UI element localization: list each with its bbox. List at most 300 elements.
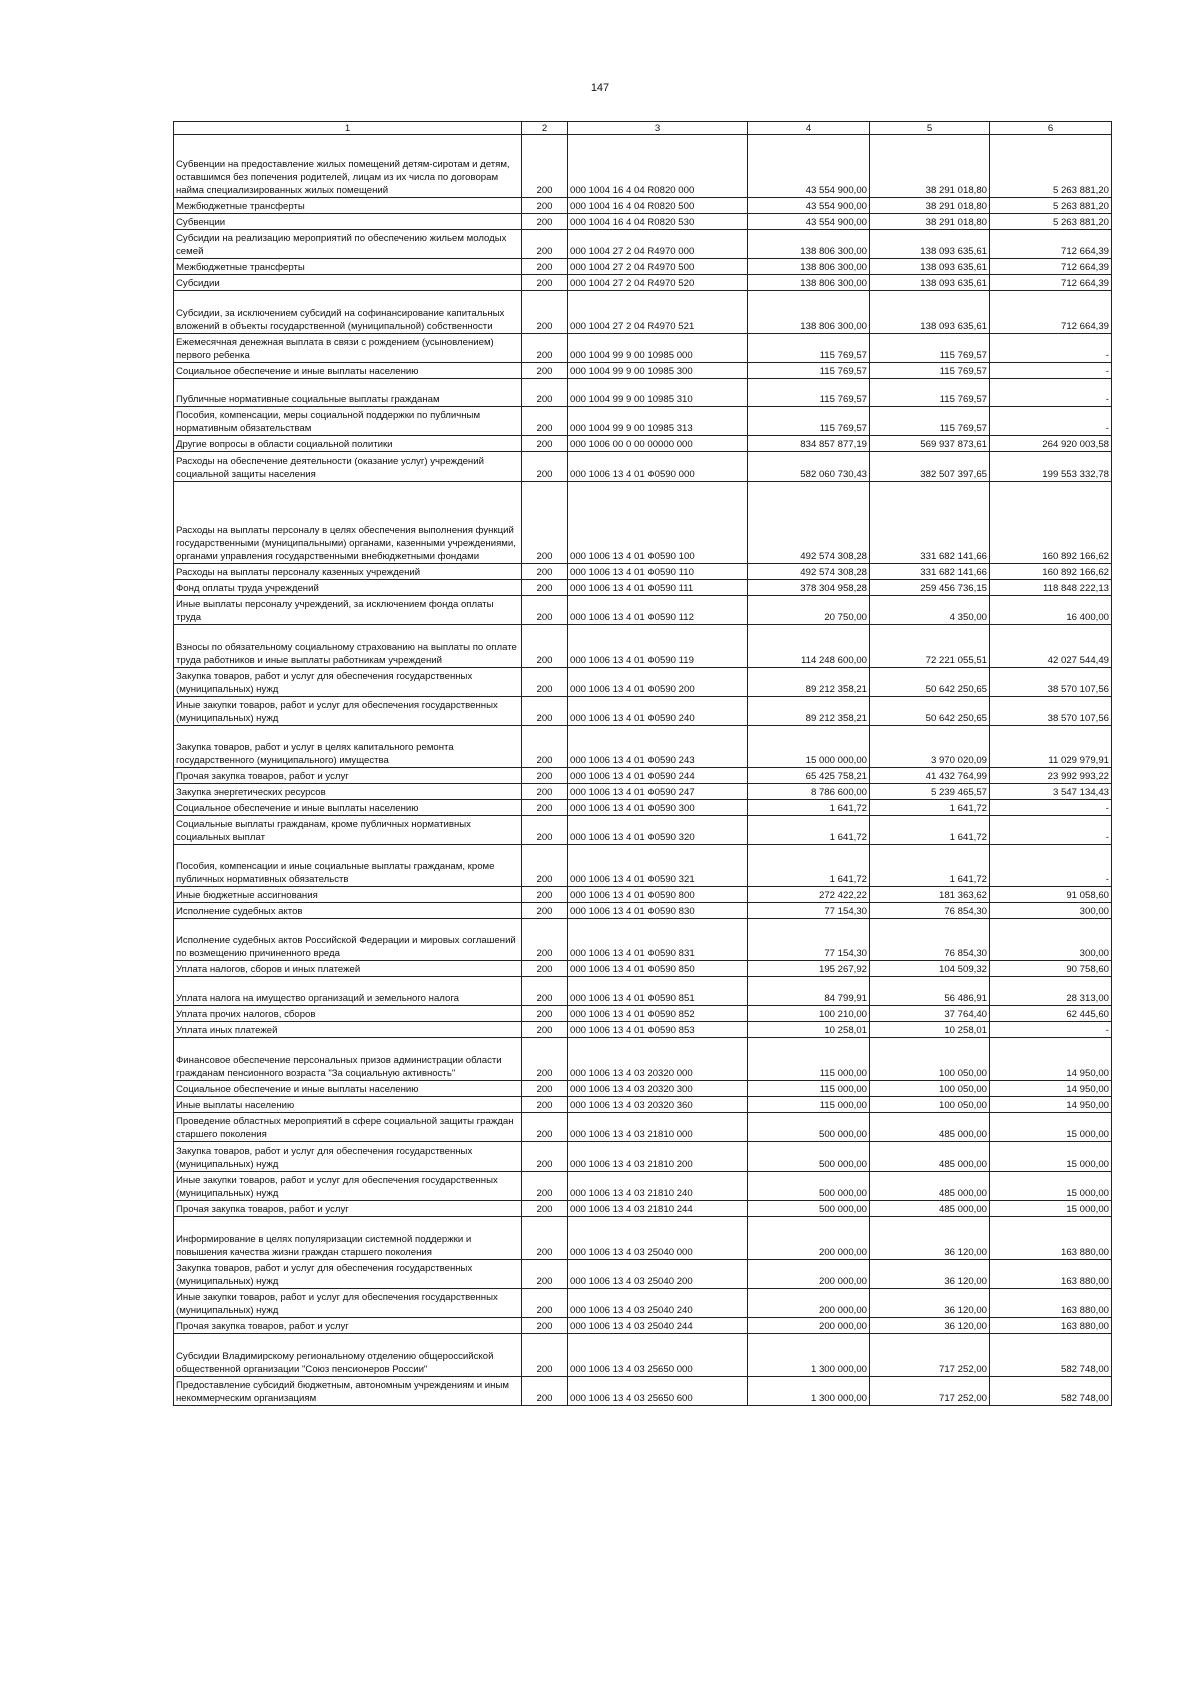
row-executed: 1 641,72	[870, 845, 990, 887]
row-executed: 138 093 635,61	[870, 230, 990, 259]
row-code: 200	[522, 961, 568, 977]
row-unexecuted: 38 570 107,56	[990, 697, 1112, 726]
row-name: Межбюджетные трансферты	[174, 198, 522, 214]
row-code: 200	[522, 407, 568, 436]
table-row	[174, 259, 1112, 275]
row-executed: 181 363,62	[870, 887, 990, 903]
row-planned: 834 857 877,19	[748, 436, 870, 452]
row-name: Фонд оплаты труда учреждений	[174, 580, 522, 596]
row-planned: 100 210,00	[748, 1006, 870, 1022]
row-name: Иные выплаты персоналу учреждений, за исключением фонда оплаты труда	[174, 596, 522, 625]
row-executed: 717 252,00	[870, 1377, 990, 1406]
row-kbk: 000 1006 13 4 01 Ф0590 830	[568, 903, 748, 919]
table-row	[174, 726, 1112, 768]
table-row	[174, 291, 1112, 334]
row-executed: 76 854,30	[870, 919, 990, 961]
table-row	[174, 1260, 1112, 1289]
row-code: 200	[522, 1289, 568, 1318]
row-unexecuted: 5 263 881,20	[990, 135, 1112, 198]
row-code: 200	[522, 1318, 568, 1334]
table-row	[174, 1172, 1112, 1201]
row-name: Иные бюджетные ассигнования	[174, 887, 522, 903]
row-planned: 138 806 300,00	[748, 259, 870, 275]
row-kbk: 000 1006 13 4 03 25040 244	[568, 1318, 748, 1334]
row-unexecuted: -	[990, 407, 1112, 436]
row-kbk: 000 1006 13 4 01 Ф0590 852	[568, 1006, 748, 1022]
row-name: Социальное обеспечение и иные выплаты населению	[174, 363, 522, 379]
row-planned: 115 769,57	[748, 407, 870, 436]
table-row	[174, 961, 1112, 977]
table-row	[174, 198, 1112, 214]
row-executed: 115 769,57	[870, 363, 990, 379]
row-kbk: 000 1006 13 4 01 Ф0590 200	[568, 668, 748, 697]
row-kbk: 000 1006 13 4 03 21810 200	[568, 1142, 748, 1172]
row-planned: 65 425 758,21	[748, 768, 870, 784]
row-name: Закупка энергетических ресурсов	[174, 784, 522, 800]
row-kbk: 000 1006 13 4 03 21810 244	[568, 1201, 748, 1217]
row-name: Субвенции на предоставление жилых помещений детям-сиротам и детям, оставшимся без попечения родителей, лицам из их числа по договорам найма специализированных жилых помещений	[174, 135, 522, 198]
row-name: Социальные выплаты гражданам, кроме публичных нормативных социальных выплат	[174, 816, 522, 845]
row-kbk: 000 1006 13 4 01 Ф0590 320	[568, 816, 748, 845]
row-name: Исполнение судебных актов	[174, 903, 522, 919]
row-code: 200	[522, 1201, 568, 1217]
row-kbk: 000 1006 13 4 01 Ф0590 247	[568, 784, 748, 800]
row-kbk: 000 1006 13 4 01 Ф0590 800	[568, 887, 748, 903]
row-unexecuted: 42 027 544,49	[990, 625, 1112, 668]
row-planned: 115 000,00	[748, 1038, 870, 1081]
table-row	[174, 1201, 1112, 1217]
page-number: 147	[590, 82, 610, 94]
row-unexecuted: 5 263 881,20	[990, 214, 1112, 230]
row-code: 200	[522, 564, 568, 580]
row-planned: 1 641,72	[748, 816, 870, 845]
row-code: 200	[522, 230, 568, 259]
column-header-3: 3	[568, 122, 748, 135]
row-code: 200	[522, 291, 568, 334]
table-row	[174, 135, 1112, 198]
row-code: 200	[522, 1006, 568, 1022]
row-kbk: 000 1004 99 9 00 10985 000	[568, 334, 748, 363]
row-unexecuted: 163 880,00	[990, 1289, 1112, 1318]
row-planned: 43 554 900,00	[748, 214, 870, 230]
row-unexecuted: 5 263 881,20	[990, 198, 1112, 214]
row-kbk: 000 1006 13 4 01 Ф0590 119	[568, 625, 748, 668]
table-row	[174, 363, 1112, 379]
row-code: 200	[522, 1217, 568, 1260]
table-row	[174, 625, 1112, 668]
row-unexecuted: 712 664,39	[990, 230, 1112, 259]
row-planned: 500 000,00	[748, 1142, 870, 1172]
row-code: 200	[522, 259, 568, 275]
row-code: 200	[522, 1097, 568, 1113]
row-executed: 382 507 397,65	[870, 452, 990, 482]
row-unexecuted: 300,00	[990, 903, 1112, 919]
row-name: Межбюджетные трансферты	[174, 259, 522, 275]
row-executed: 100 050,00	[870, 1038, 990, 1081]
row-name: Ежемесячная денежная выплата в связи с рождением (усыновлением) первого ребенка	[174, 334, 522, 363]
column-header-2: 2	[522, 122, 568, 135]
row-planned: 195 267,92	[748, 961, 870, 977]
row-unexecuted: -	[990, 816, 1112, 845]
row-kbk: 000 1006 13 4 01 Ф0590 853	[568, 1022, 748, 1038]
row-name: Публичные нормативные социальные выплаты гражданам	[174, 379, 522, 407]
row-kbk: 000 1004 27 2 04 R4970 000	[568, 230, 748, 259]
row-name: Субсидии Владимирскому региональному отделению общероссийской общественной организации "Союз пенсионеров России"	[174, 1334, 522, 1377]
row-planned: 200 000,00	[748, 1217, 870, 1260]
row-name: Социальное обеспечение и иные выплаты населению	[174, 800, 522, 816]
row-executed: 115 769,57	[870, 407, 990, 436]
row-code: 200	[522, 275, 568, 291]
table-row	[174, 407, 1112, 436]
row-planned: 77 154,30	[748, 903, 870, 919]
column-header-5: 5	[870, 122, 990, 135]
row-unexecuted: 14 950,00	[990, 1038, 1112, 1081]
row-code: 200	[522, 452, 568, 482]
row-kbk: 000 1004 16 4 04 R0820 530	[568, 214, 748, 230]
table-row	[174, 230, 1112, 259]
row-unexecuted: -	[990, 363, 1112, 379]
row-name: Уплата налогов, сборов и иных платежей	[174, 961, 522, 977]
row-code: 200	[522, 903, 568, 919]
row-executed: 10 258,01	[870, 1022, 990, 1038]
row-kbk: 000 1006 13 4 03 20320 360	[568, 1097, 748, 1113]
row-unexecuted: 163 880,00	[990, 1217, 1112, 1260]
row-name: Субсидии на реализацию мероприятий по обеспечению жильем молодых семей	[174, 230, 522, 259]
row-code: 200	[522, 1113, 568, 1142]
column-header-6: 6	[990, 122, 1112, 135]
row-unexecuted: 14 950,00	[990, 1097, 1112, 1113]
row-planned: 582 060 730,43	[748, 452, 870, 482]
row-kbk: 000 1004 27 2 04 R4970 500	[568, 259, 748, 275]
table-row	[174, 784, 1112, 800]
row-kbk: 000 1004 27 2 04 R4970 521	[568, 291, 748, 334]
row-code: 200	[522, 726, 568, 768]
row-executed: 3 970 020,09	[870, 726, 990, 768]
row-planned: 1 641,72	[748, 800, 870, 816]
row-kbk: 000 1006 13 4 01 Ф0590 244	[568, 768, 748, 784]
row-planned: 200 000,00	[748, 1260, 870, 1289]
row-kbk: 000 1006 13 4 03 20320 300	[568, 1081, 748, 1097]
table-row	[174, 334, 1112, 363]
row-name: Исполнение судебных актов Российской Федерации и мировых соглашений по возмещению причиненного вреда	[174, 919, 522, 961]
row-name: Расходы на обеспечение деятельности (оказание услуг) учреждений социальной защиты населения	[174, 452, 522, 482]
row-code: 200	[522, 1260, 568, 1289]
row-kbk: 000 1006 13 4 01 Ф0590 850	[568, 961, 748, 977]
row-name: Прочая закупка товаров, работ и услуг	[174, 768, 522, 784]
row-executed: 485 000,00	[870, 1142, 990, 1172]
row-code: 200	[522, 1081, 568, 1097]
table-row	[174, 800, 1112, 816]
table-row	[174, 452, 1112, 482]
row-code: 200	[522, 816, 568, 845]
row-unexecuted: -	[990, 845, 1112, 887]
row-kbk: 000 1006 13 4 03 21810 000	[568, 1113, 748, 1142]
table-row	[174, 1113, 1112, 1142]
row-executed: 56 486,91	[870, 977, 990, 1006]
row-name: Закупка товаров, работ и услуг в целях капитального ремонта государственного (муниципального) имущества	[174, 726, 522, 768]
row-unexecuted: 582 748,00	[990, 1377, 1112, 1406]
row-kbk: 000 1006 13 4 01 Ф0590 110	[568, 564, 748, 580]
row-executed: 72 221 055,51	[870, 625, 990, 668]
table-row	[174, 596, 1112, 625]
table-row	[174, 1006, 1112, 1022]
row-code: 200	[522, 977, 568, 1006]
row-kbk: 000 1006 13 4 01 Ф0590 831	[568, 919, 748, 961]
table-row	[174, 816, 1112, 845]
row-code: 200	[522, 198, 568, 214]
row-executed: 38 291 018,80	[870, 214, 990, 230]
column-header-1: 1	[174, 122, 522, 135]
row-unexecuted: 62 445,60	[990, 1006, 1112, 1022]
row-executed: 569 937 873,61	[870, 436, 990, 452]
row-code: 200	[522, 436, 568, 452]
table-row	[174, 482, 1112, 564]
row-name: Взносы по обязательному социальному страхованию на выплаты по оплате труда работников и иные выплаты работникам учреждений	[174, 625, 522, 668]
row-executed: 38 291 018,80	[870, 198, 990, 214]
row-name: Предоставление субсидий бюджетным, автономным учреждениям и иным некоммерческим организациям	[174, 1377, 522, 1406]
row-name: Иные закупки товаров, работ и услуг для обеспечения государственных (муниципальных) нужд	[174, 697, 522, 726]
row-executed: 1 641,72	[870, 816, 990, 845]
row-code: 200	[522, 1377, 568, 1406]
row-unexecuted: 300,00	[990, 919, 1112, 961]
row-code: 200	[522, 768, 568, 784]
row-executed: 138 093 635,61	[870, 275, 990, 291]
row-code: 200	[522, 784, 568, 800]
row-planned: 378 304 958,28	[748, 580, 870, 596]
row-planned: 89 212 358,21	[748, 668, 870, 697]
row-unexecuted: 712 664,39	[990, 291, 1112, 334]
row-executed: 485 000,00	[870, 1201, 990, 1217]
budget-execution-table	[173, 121, 1112, 1406]
row-name: Проведение областных мероприятий в сфере социальной защиты граждан старшего поколения	[174, 1113, 522, 1142]
row-code: 200	[522, 482, 568, 564]
row-planned: 138 806 300,00	[748, 275, 870, 291]
row-unexecuted: 163 880,00	[990, 1260, 1112, 1289]
table-row	[174, 887, 1112, 903]
row-unexecuted: -	[990, 334, 1112, 363]
row-kbk: 000 1006 13 4 01 Ф0590 243	[568, 726, 748, 768]
row-name: Социальное обеспечение и иные выплаты населению	[174, 1081, 522, 1097]
row-name: Иные выплаты населению	[174, 1097, 522, 1113]
row-planned: 84 799,91	[748, 977, 870, 1006]
row-code: 200	[522, 625, 568, 668]
row-name: Субсидии	[174, 275, 522, 291]
row-executed: 36 120,00	[870, 1318, 990, 1334]
table-row	[174, 903, 1112, 919]
row-executed: 259 456 736,15	[870, 580, 990, 596]
table-row	[174, 1022, 1112, 1038]
row-unexecuted: 91 058,60	[990, 887, 1112, 903]
row-name: Прочая закупка товаров, работ и услуг	[174, 1201, 522, 1217]
row-executed: 5 239 465,57	[870, 784, 990, 800]
table-row	[174, 1334, 1112, 1377]
row-unexecuted: 118 848 222,13	[990, 580, 1112, 596]
table-row	[174, 580, 1112, 596]
row-unexecuted: 28 313,00	[990, 977, 1112, 1006]
row-name: Расходы на выплаты персоналу казенных учреждений	[174, 564, 522, 580]
row-planned: 200 000,00	[748, 1318, 870, 1334]
row-kbk: 000 1006 13 4 01 Ф0590 100	[568, 482, 748, 564]
row-unexecuted: 11 029 979,91	[990, 726, 1112, 768]
row-executed: 100 050,00	[870, 1097, 990, 1113]
row-kbk: 000 1006 13 4 03 20320 000	[568, 1038, 748, 1081]
row-planned: 138 806 300,00	[748, 230, 870, 259]
table-row	[174, 919, 1112, 961]
row-planned: 492 574 308,28	[748, 482, 870, 564]
row-planned: 272 422,22	[748, 887, 870, 903]
row-executed: 115 769,57	[870, 379, 990, 407]
table-row	[174, 379, 1112, 407]
row-code: 200	[522, 1022, 568, 1038]
row-unexecuted: 3 547 134,43	[990, 784, 1112, 800]
row-code: 200	[522, 1142, 568, 1172]
row-planned: 20 750,00	[748, 596, 870, 625]
row-executed: 36 120,00	[870, 1217, 990, 1260]
row-kbk: 000 1006 13 4 03 21810 240	[568, 1172, 748, 1201]
row-unexecuted: 90 758,60	[990, 961, 1112, 977]
table-row	[174, 1318, 1112, 1334]
row-name: Закупка товаров, работ и услуг для обеспечения государственных (муниципальных) нужд	[174, 1260, 522, 1289]
table-row	[174, 1377, 1112, 1406]
row-kbk: 000 1004 99 9 00 10985 300	[568, 363, 748, 379]
column-number-row	[174, 122, 1112, 135]
row-planned: 115 000,00	[748, 1097, 870, 1113]
row-planned: 1 641,72	[748, 845, 870, 887]
row-unexecuted: 23 992 993,22	[990, 768, 1112, 784]
table-row	[174, 564, 1112, 580]
row-unexecuted: 160 892 166,62	[990, 482, 1112, 564]
row-unexecuted: 199 553 332,78	[990, 452, 1112, 482]
row-executed: 76 854,30	[870, 903, 990, 919]
row-kbk: 000 1004 99 9 00 10985 313	[568, 407, 748, 436]
row-executed: 104 509,32	[870, 961, 990, 977]
row-planned: 43 554 900,00	[748, 198, 870, 214]
row-planned: 15 000 000,00	[748, 726, 870, 768]
column-header-4: 4	[748, 122, 870, 135]
row-kbk: 000 1006 13 4 03 25040 200	[568, 1260, 748, 1289]
table-row	[174, 1142, 1112, 1172]
row-kbk: 000 1004 27 2 04 R4970 520	[568, 275, 748, 291]
row-planned: 200 000,00	[748, 1289, 870, 1318]
row-code: 200	[522, 135, 568, 198]
row-planned: 492 574 308,28	[748, 564, 870, 580]
row-unexecuted: 15 000,00	[990, 1113, 1112, 1142]
row-executed: 138 093 635,61	[870, 291, 990, 334]
row-kbk: 000 1004 16 4 04 R0820 500	[568, 198, 748, 214]
row-name: Другие вопросы в области социальной политики	[174, 436, 522, 452]
row-name: Субвенции	[174, 214, 522, 230]
row-planned: 500 000,00	[748, 1201, 870, 1217]
row-kbk: 000 1006 13 4 01 Ф0590 240	[568, 697, 748, 726]
row-executed: 4 350,00	[870, 596, 990, 625]
row-unexecuted: 15 000,00	[990, 1201, 1112, 1217]
row-executed: 138 093 635,61	[870, 259, 990, 275]
table-row	[174, 436, 1112, 452]
table-body	[174, 135, 1112, 1406]
row-unexecuted: 16 400,00	[990, 596, 1112, 625]
row-executed: 41 432 764,99	[870, 768, 990, 784]
row-code: 200	[522, 1172, 568, 1201]
row-planned: 1 300 000,00	[748, 1377, 870, 1406]
row-name: Иные закупки товаров, работ и услуг для обеспечения государственных (муниципальных) нужд	[174, 1289, 522, 1318]
row-planned: 114 248 600,00	[748, 625, 870, 668]
row-planned: 138 806 300,00	[748, 291, 870, 334]
row-kbk: 000 1006 13 4 01 Ф0590 300	[568, 800, 748, 816]
row-name: Пособия, компенсации и иные социальные выплаты гражданам, кроме публичных нормативных обязательств	[174, 845, 522, 887]
row-kbk: 000 1006 13 4 03 25040 000	[568, 1217, 748, 1260]
row-planned: 115 769,57	[748, 334, 870, 363]
row-unexecuted: 712 664,39	[990, 275, 1112, 291]
row-unexecuted: 15 000,00	[990, 1142, 1112, 1172]
row-unexecuted: -	[990, 1022, 1112, 1038]
row-unexecuted: 14 950,00	[990, 1081, 1112, 1097]
row-executed: 36 120,00	[870, 1260, 990, 1289]
row-name: Расходы на выплаты персоналу в целях обеспечения выполнения функций государственными (муниципальными) органами, казенными учреждениями, органами управления государственными внебюджетными фондами	[174, 482, 522, 564]
row-kbk: 000 1006 13 4 01 Ф0590 112	[568, 596, 748, 625]
row-planned: 115 000,00	[748, 1081, 870, 1097]
row-planned: 10 258,01	[748, 1022, 870, 1038]
table-row	[174, 668, 1112, 697]
row-executed: 331 682 141,66	[870, 564, 990, 580]
row-planned: 77 154,30	[748, 919, 870, 961]
table-row	[174, 845, 1112, 887]
row-executed: 100 050,00	[870, 1081, 990, 1097]
row-executed: 485 000,00	[870, 1172, 990, 1201]
row-executed: 37 764,40	[870, 1006, 990, 1022]
row-unexecuted: 163 880,00	[990, 1318, 1112, 1334]
row-executed: 717 252,00	[870, 1334, 990, 1377]
row-planned: 500 000,00	[748, 1172, 870, 1201]
row-name: Прочая закупка товаров, работ и услуг	[174, 1318, 522, 1334]
row-unexecuted: -	[990, 800, 1112, 816]
row-unexecuted: 264 920 003,58	[990, 436, 1112, 452]
row-kbk: 000 1006 00 0 00 00000 000	[568, 436, 748, 452]
row-executed: 50 642 250,65	[870, 668, 990, 697]
row-unexecuted: 38 570 107,56	[990, 668, 1112, 697]
row-planned: 115 769,57	[748, 379, 870, 407]
row-code: 200	[522, 887, 568, 903]
row-code: 200	[522, 800, 568, 816]
row-kbk: 000 1006 13 4 01 Ф0590 000	[568, 452, 748, 482]
row-kbk: 000 1006 13 4 01 Ф0590 321	[568, 845, 748, 887]
row-code: 200	[522, 596, 568, 625]
row-kbk: 000 1006 13 4 01 Ф0590 851	[568, 977, 748, 1006]
table-row	[174, 275, 1112, 291]
row-executed: 115 769,57	[870, 334, 990, 363]
row-unexecuted: 15 000,00	[990, 1172, 1112, 1201]
row-name: Иные закупки товаров, работ и услуг для обеспечения государственных (муниципальных) нужд	[174, 1172, 522, 1201]
row-code: 200	[522, 1334, 568, 1377]
row-name: Закупка товаров, работ и услуг для обеспечения государственных (муниципальных) нужд	[174, 1142, 522, 1172]
table-row	[174, 1097, 1112, 1113]
table-row	[174, 1289, 1112, 1318]
row-unexecuted: 712 664,39	[990, 259, 1112, 275]
row-planned: 500 000,00	[748, 1113, 870, 1142]
row-kbk: 000 1006 13 4 03 25650 600	[568, 1377, 748, 1406]
table-row	[174, 1217, 1112, 1260]
row-unexecuted: 582 748,00	[990, 1334, 1112, 1377]
row-executed: 331 682 141,66	[870, 482, 990, 564]
row-code: 200	[522, 919, 568, 961]
row-executed: 50 642 250,65	[870, 697, 990, 726]
row-kbk: 000 1006 13 4 03 25650 000	[568, 1334, 748, 1377]
row-executed: 36 120,00	[870, 1289, 990, 1318]
row-code: 200	[522, 1038, 568, 1081]
row-planned: 115 769,57	[748, 363, 870, 379]
row-code: 200	[522, 363, 568, 379]
row-name: Уплата налога на имущество организаций и земельного налога	[174, 977, 522, 1006]
row-executed: 1 641,72	[870, 800, 990, 816]
